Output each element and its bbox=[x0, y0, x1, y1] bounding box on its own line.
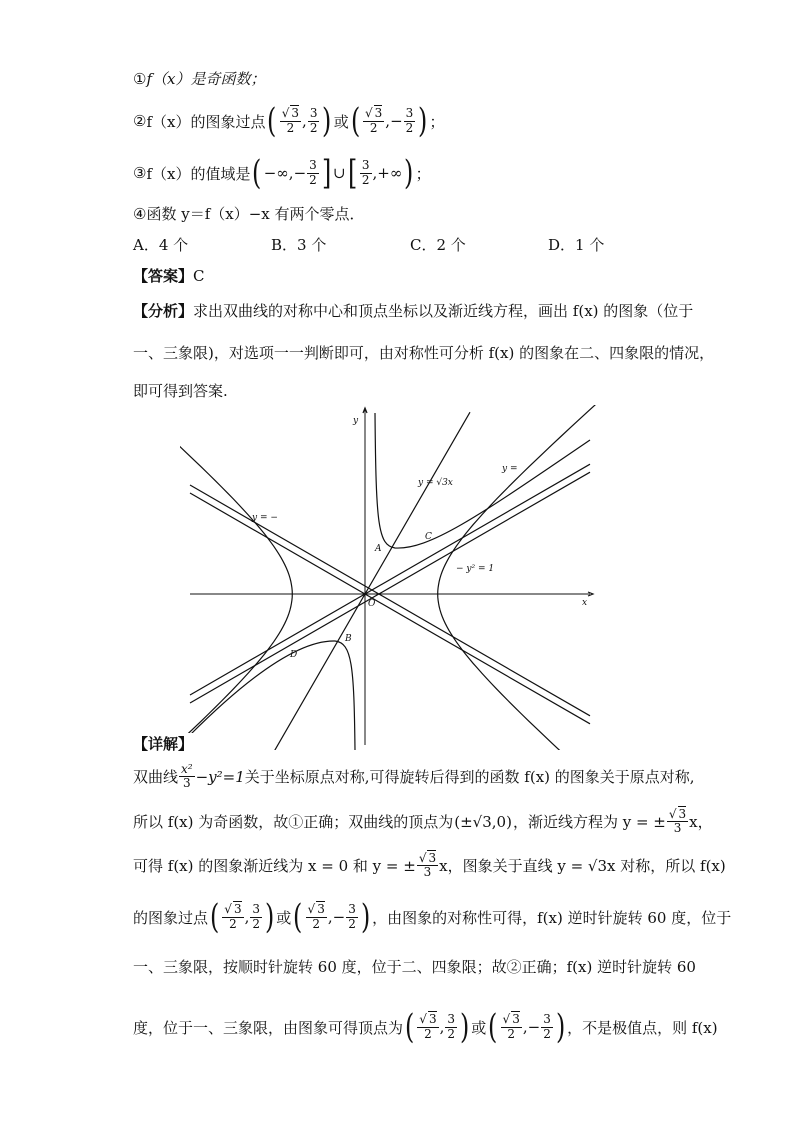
hyperbola-figure bbox=[180, 405, 610, 750]
fraction: $\frac{3}{2}$ bbox=[309, 106, 318, 135]
statement-3: ③ f（x）的值域是 ( −∞,− $\frac{3}{2}$ ] ∪ [ $\frac{3}{2}$ ,+∞ ) ； bbox=[133, 153, 431, 193]
label-y-sqrt3x: y = √3x bbox=[418, 478, 453, 488]
label-y-pos: y = bbox=[502, 464, 518, 474]
statement-4-text: 函数 y＝f（x）−x 有两个零点． bbox=[146, 205, 365, 223]
detail-line-3: 可得 f(x) 的图象渐近线为 x = 0 和 y = ± √ $\frac{3}{3}$ x，图象关于直线 y = √3x 对称，所以 f(x) bbox=[133, 852, 726, 879]
statement-2-text: f（x）的图象过点 bbox=[146, 112, 266, 131]
statement-3-text: f（x）的值域是 bbox=[146, 164, 251, 183]
detail-line-2: 所以 f(x) 为奇函数，故①正确；双曲线的顶点为 (±√3,0) ，渐近线方程为 y = ± √ $\frac{3}{3}$ x， bbox=[133, 808, 713, 835]
answer-value: C bbox=[193, 267, 205, 285]
label-y-neg: y = − bbox=[252, 513, 278, 523]
statement-2: ② f（x）的图象过点 ( √ $\frac{3}{2}$ , $\frac{3}{2}$ ) 或 ( √ $\frac{3}{2}$ ,− $\frac{3}{2}$ ) ； bbox=[133, 104, 445, 138]
detail-line-4: 的图象过点 ( √ $\frac{3}{2}$ , $\frac{3}{2}$ ) 或 ( √ $\frac{3}{2}$ ,− $\frac{3}{2}$ ) ，由图象的对称性可得，f(x) 逆时针旋转 60 度，位于 bbox=[133, 900, 731, 934]
option-d: D．1 个 bbox=[548, 236, 605, 254]
circle-num-4: ④ bbox=[133, 204, 147, 223]
or-text: 或 bbox=[333, 112, 349, 131]
point-a-label: A bbox=[375, 544, 382, 554]
option-a: A．4 个 bbox=[133, 236, 189, 254]
hyperbola-left-branch bbox=[180, 405, 292, 750]
answer-label: 【答案】 bbox=[133, 267, 194, 285]
asymptote-negative-line bbox=[190, 493, 590, 724]
asymptote-positive-line-2 bbox=[190, 472, 590, 703]
detail-line-1: 双曲线 $\frac{\text{x²}}{3}$ −y²=1 关于坐标原点对称,可得旋转后得到的函数 f(x) 的图象关于原点对称, bbox=[133, 762, 695, 791]
analysis-line-3: 即可得到答案. bbox=[133, 382, 228, 400]
answer-line bbox=[133, 265, 205, 286]
analysis-line-2: 一、三象限)，对选项一一判断即可，由对称性可分析 f(x) 的图象在二、四象限的情况， bbox=[133, 344, 715, 362]
fraction: √ $\frac{3}{2}$ bbox=[280, 107, 301, 134]
analysis-label: 【分析】 bbox=[133, 302, 194, 320]
y-axis-label: y bbox=[353, 416, 359, 426]
paren-open: ( bbox=[267, 101, 277, 141]
paren-close: ) bbox=[322, 101, 332, 141]
statement-1-text: f（x）是奇函数； bbox=[146, 70, 266, 88]
label-hyperbola: − y² = 1 bbox=[456, 564, 495, 574]
point-c-label: C bbox=[425, 532, 432, 542]
statement-4 bbox=[133, 203, 365, 224]
origin-label: O bbox=[368, 599, 376, 609]
detail-line-6: 度，位于一、三象限，由图象可得顶点为 ( √ $\frac{3}{2}$ , $\frac{3}{2}$ ) 或 ( √ $\frac{3}{2}$ ,− $\frac{3}{2}$ ) ，不是极值点，则 f(x) bbox=[133, 1010, 718, 1044]
point-d-label: D bbox=[290, 650, 298, 660]
curve-f-quadrant-3 bbox=[190, 641, 355, 750]
option-c: C．2 个 bbox=[410, 236, 466, 254]
asymptote-positive-line bbox=[190, 464, 590, 695]
circle-num-3: ③ bbox=[133, 164, 147, 182]
analysis-line-1: 【分析】求出双曲线的对称中心和顶点坐标以及渐近线方程，画出 f(x) 的图象（位于 bbox=[133, 302, 694, 320]
option-b: B．3 个 bbox=[271, 236, 327, 254]
curve-f-quadrant-1 bbox=[375, 413, 590, 548]
circle-num-1: ① bbox=[133, 69, 147, 88]
detail-line-5: 一、三象限，按顺时针旋转 60 度，位于二、四象限；故②正确；f(x) 逆时针旋转 60 bbox=[133, 958, 696, 976]
x-axis-label: x bbox=[582, 598, 588, 608]
detail-label: 【详解】 bbox=[133, 735, 194, 753]
point-b-label: B bbox=[345, 634, 352, 644]
statement-1 bbox=[133, 68, 265, 89]
hyperbola-right-branch bbox=[438, 405, 610, 750]
circle-num-2: ② bbox=[133, 112, 147, 130]
